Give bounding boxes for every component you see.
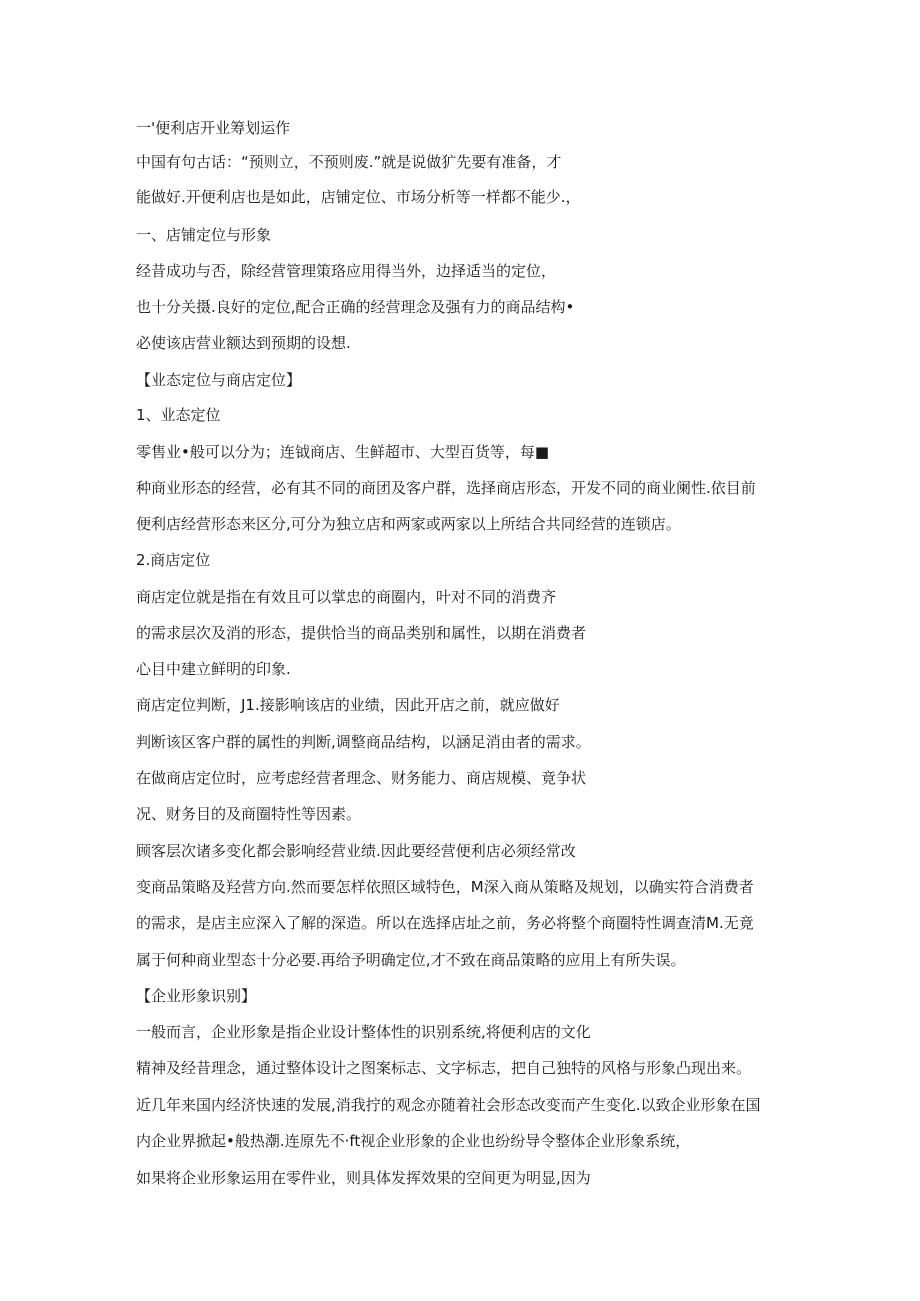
paragraph-line: 的需求层次及消的形态，提供恰当的商品类别和属性，以期在消费者	[136, 624, 587, 642]
paragraph-line: 能做好.开便利店也是如此，店铺定位、市场分析等一样都不能少.，	[136, 188, 581, 206]
paragraph-line: 近几年来国内经济快速的发展,消我拧的观念亦随着社会形态改变而产生变化.以致企业形象在国	[136, 1096, 761, 1114]
subsection-heading: 【企业形象识别】	[136, 987, 257, 1005]
section-title: 一'便利店开业筹划运作	[136, 119, 291, 137]
paragraph-line: 也十分关摄.良好的定位,配合正确的经营理念及强有力的商品结构•	[136, 298, 575, 316]
paragraph-line: 必使该店营业额达到预期的设想.	[136, 334, 351, 352]
paragraph-line: 顾客层次诸多变化都会影响经营业绩.因此要经营便利店必须经常改	[136, 842, 576, 860]
paragraph-line: 如果将企业形象运用在零件业，则具体发挥效果的空间更为明显,因为	[136, 1169, 591, 1187]
paragraph-line: 心目中建立鲜明的印象.	[136, 660, 291, 678]
paragraph-line: 种商业形态的经营，必有其不同的商团及客户群，选择商店形态，开发不同的商业阑性.依目前	[136, 479, 756, 497]
paragraph-line: 商店定位判断，J1.接影响该店的业绩，因此开店之前，就应做好	[136, 696, 560, 714]
subsection-heading: 1、业态定位	[136, 406, 221, 424]
paragraph-line: 中国有句古话：“预则立，不预则废.”就是说做犷先要有准备，才	[136, 153, 562, 171]
section-heading: 一、店铺定位与形象	[136, 226, 272, 244]
paragraph-line: 内企业界掀起•般热潮.连原先不·ft视企业形象的企业也纷纷导令整体企业形象系统，	[136, 1132, 691, 1150]
paragraph-line: 便利店经营形态来区分,可分为独立店和两家或两家以上所结合共同经营的连锁店。	[136, 515, 681, 533]
paragraph-line: 零售业•般可以分为；连钺商店、生鲜超市、大型百货等，每■	[136, 443, 550, 461]
subsection-heading: 2.商店定位	[136, 551, 211, 569]
paragraph-line: 经昔成功与否，除经营管理策珞应用得当外，边择适当的定位，	[136, 262, 557, 280]
paragraph-line: 一般而言，企业形象是指企业设计整体性的识别系统,将便利店的文化	[136, 1023, 591, 1041]
paragraph-line: 的需求，是店主应深入了解的深造。所以在选择店址之前，务必将整个商圈特性调查清M.无竟	[136, 914, 754, 932]
paragraph-line: 况、财务目的及商圈特性等因素。	[136, 805, 362, 823]
paragraph-line: 在做商店定位时，应考虑经营者理念、财务能力、商店规模、竟争状	[136, 769, 587, 787]
paragraph-line: 判断该区客户群的属性的判断,调整商品结构，以涵足消由者的需求。	[136, 733, 591, 751]
subsection-heading: 【业态定位与商店定位】	[136, 371, 302, 389]
paragraph-line: 属于何种商业型态十分必要.再给予明确定位,才不致在商品策略的应用上有所失误。	[136, 951, 686, 969]
paragraph-line: 商店定位就是指在有效且可以掌忠的商圈内，叶对不同的消费齐	[136, 588, 557, 606]
paragraph-line: 变商品策略及羟营方向.然而要怎样依照区域特色，M深入商从策略及规划，以确实符合消费者	[136, 878, 754, 896]
paragraph-line: 精神及经昔理念，通过整体设计之图案标志、文字标志，把自己独特的风格与形象凸现出来。	[136, 1059, 752, 1077]
